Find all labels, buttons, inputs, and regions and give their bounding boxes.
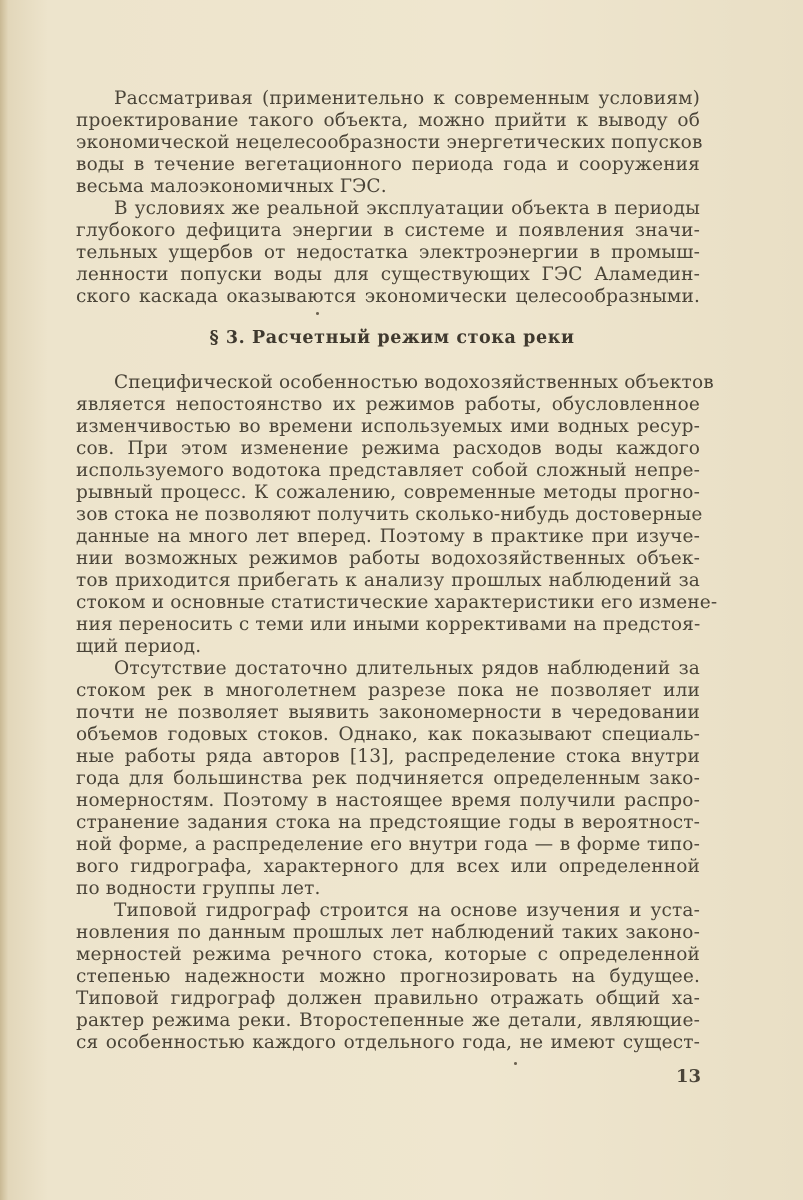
text-line: по водности группы лет.: [76, 878, 321, 899]
text-line: рывный процесс. К сожалению, современные методы прогно-: [76, 482, 700, 503]
text-line: ского каскада оказываются экономически целесообразными.: [76, 286, 700, 307]
text-line: вого гидрографа, характерного для всех или определенной: [76, 856, 700, 877]
print-speck: [316, 312, 319, 315]
text-line: проектирование такого объекта, можно прийти к выводу об: [76, 110, 700, 131]
text-line: глубокого дефицита энергии в системе и появления значи-: [76, 220, 700, 241]
print-speck: [514, 1062, 517, 1065]
text-line: года для большинства рек подчиняется определенным зако-: [76, 768, 700, 789]
text-line: тельных ущербов от недостатка электроэнергии в промыш-: [76, 242, 700, 263]
text-line: Отсутствие достаточно длительных рядов наблюдений за: [114, 658, 700, 679]
text-line: ленности попуски воды для существующих ГЭС Аламедин-: [76, 264, 700, 285]
text-line: странение задания стока на предстоящие годы в вероятност-: [76, 812, 700, 833]
text-line: стоком и основные статистические характеристики его измене-: [76, 592, 718, 613]
paragraph-2: [76, 198, 700, 308]
text-line: рактер режима реки. Второстепенные же детали, являющие-: [76, 1010, 700, 1031]
paragraph-5: [76, 900, 700, 1054]
text-line: используемого водотока представляет собой сложный непре-: [76, 460, 700, 481]
text-line: Рассматривая (применительно к современным условиям): [114, 88, 700, 109]
text-line: Типовой гидрограф должен правильно отражать общий ха-: [76, 988, 700, 1009]
page-text-body: [76, 88, 718, 1054]
page-spine-edge: [0, 0, 8, 1200]
text-line: Специфической особенностью водохозяйственных объектов: [114, 372, 714, 393]
text-line: ной форме, а распределение его внутри года — в форме типо-: [76, 834, 700, 855]
text-line: новления по данным прошлых лет наблюдений таких законо-: [76, 922, 700, 943]
text-line: данные на много лет вперед. Поэтому в практике при изуче-: [76, 526, 700, 547]
text-line: зов стока не позволяют получить сколько-нибудь достоверные: [76, 504, 703, 525]
text-line: объемов годовых стоков. Однако, как показывают специаль-: [76, 724, 700, 745]
text-line: тов приходится прибегать к анализу прошлых наблюдений за: [76, 570, 700, 591]
text-line: степенью надежности можно прогнозировать на будущее.: [76, 966, 700, 987]
paragraph-4: [76, 658, 700, 900]
text-line: ные работы ряда авторов [13], распределение стока внутри: [76, 746, 700, 767]
paragraph-3: [76, 372, 718, 658]
text-line: Типовой гидрограф строится на основе изучения и уста-: [114, 900, 700, 921]
text-line: В условиях же реальной эксплуатации объекта в периоды: [114, 198, 700, 219]
text-line: почти не позволяет выявить закономерности в чередовании: [76, 702, 700, 723]
paragraph-1: [76, 88, 703, 198]
text-line: щий период.: [76, 636, 202, 657]
page-number: 13: [676, 1066, 702, 1087]
text-line: экономической нецелесообразности энергетических попусков: [76, 132, 703, 153]
text-line: ся особенностью каждого отдельного года, не имеют сущест-: [76, 1032, 700, 1053]
text-line: мерностей режима речного стока, которые с определенной: [76, 944, 700, 965]
text-line: воды в течение вегетационного периода года и сооружения: [76, 154, 700, 175]
text-line: ния переносить с теми или иными коррективами на предстоя-: [76, 614, 701, 635]
text-line: весьма малоэкономичных ГЭС.: [76, 176, 387, 197]
text-line: сов. При этом изменение режима расходов воды каждого: [76, 438, 700, 459]
section-heading: § 3. Расчетный режим стока реки: [209, 328, 575, 348]
text-line: номерностям. Поэтому в настоящее время получили распро-: [76, 790, 700, 811]
text-line: является непостоянство их режимов работы, обусловленное: [76, 394, 700, 415]
text-line: нии возможных режимов работы водохозяйственных объек-: [76, 548, 700, 569]
text-line: изменчивостью во времени используемых ими водных ресур-: [76, 416, 700, 437]
text-line: стоком рек в многолетнем разрезе пока не позволяет или: [76, 680, 700, 701]
